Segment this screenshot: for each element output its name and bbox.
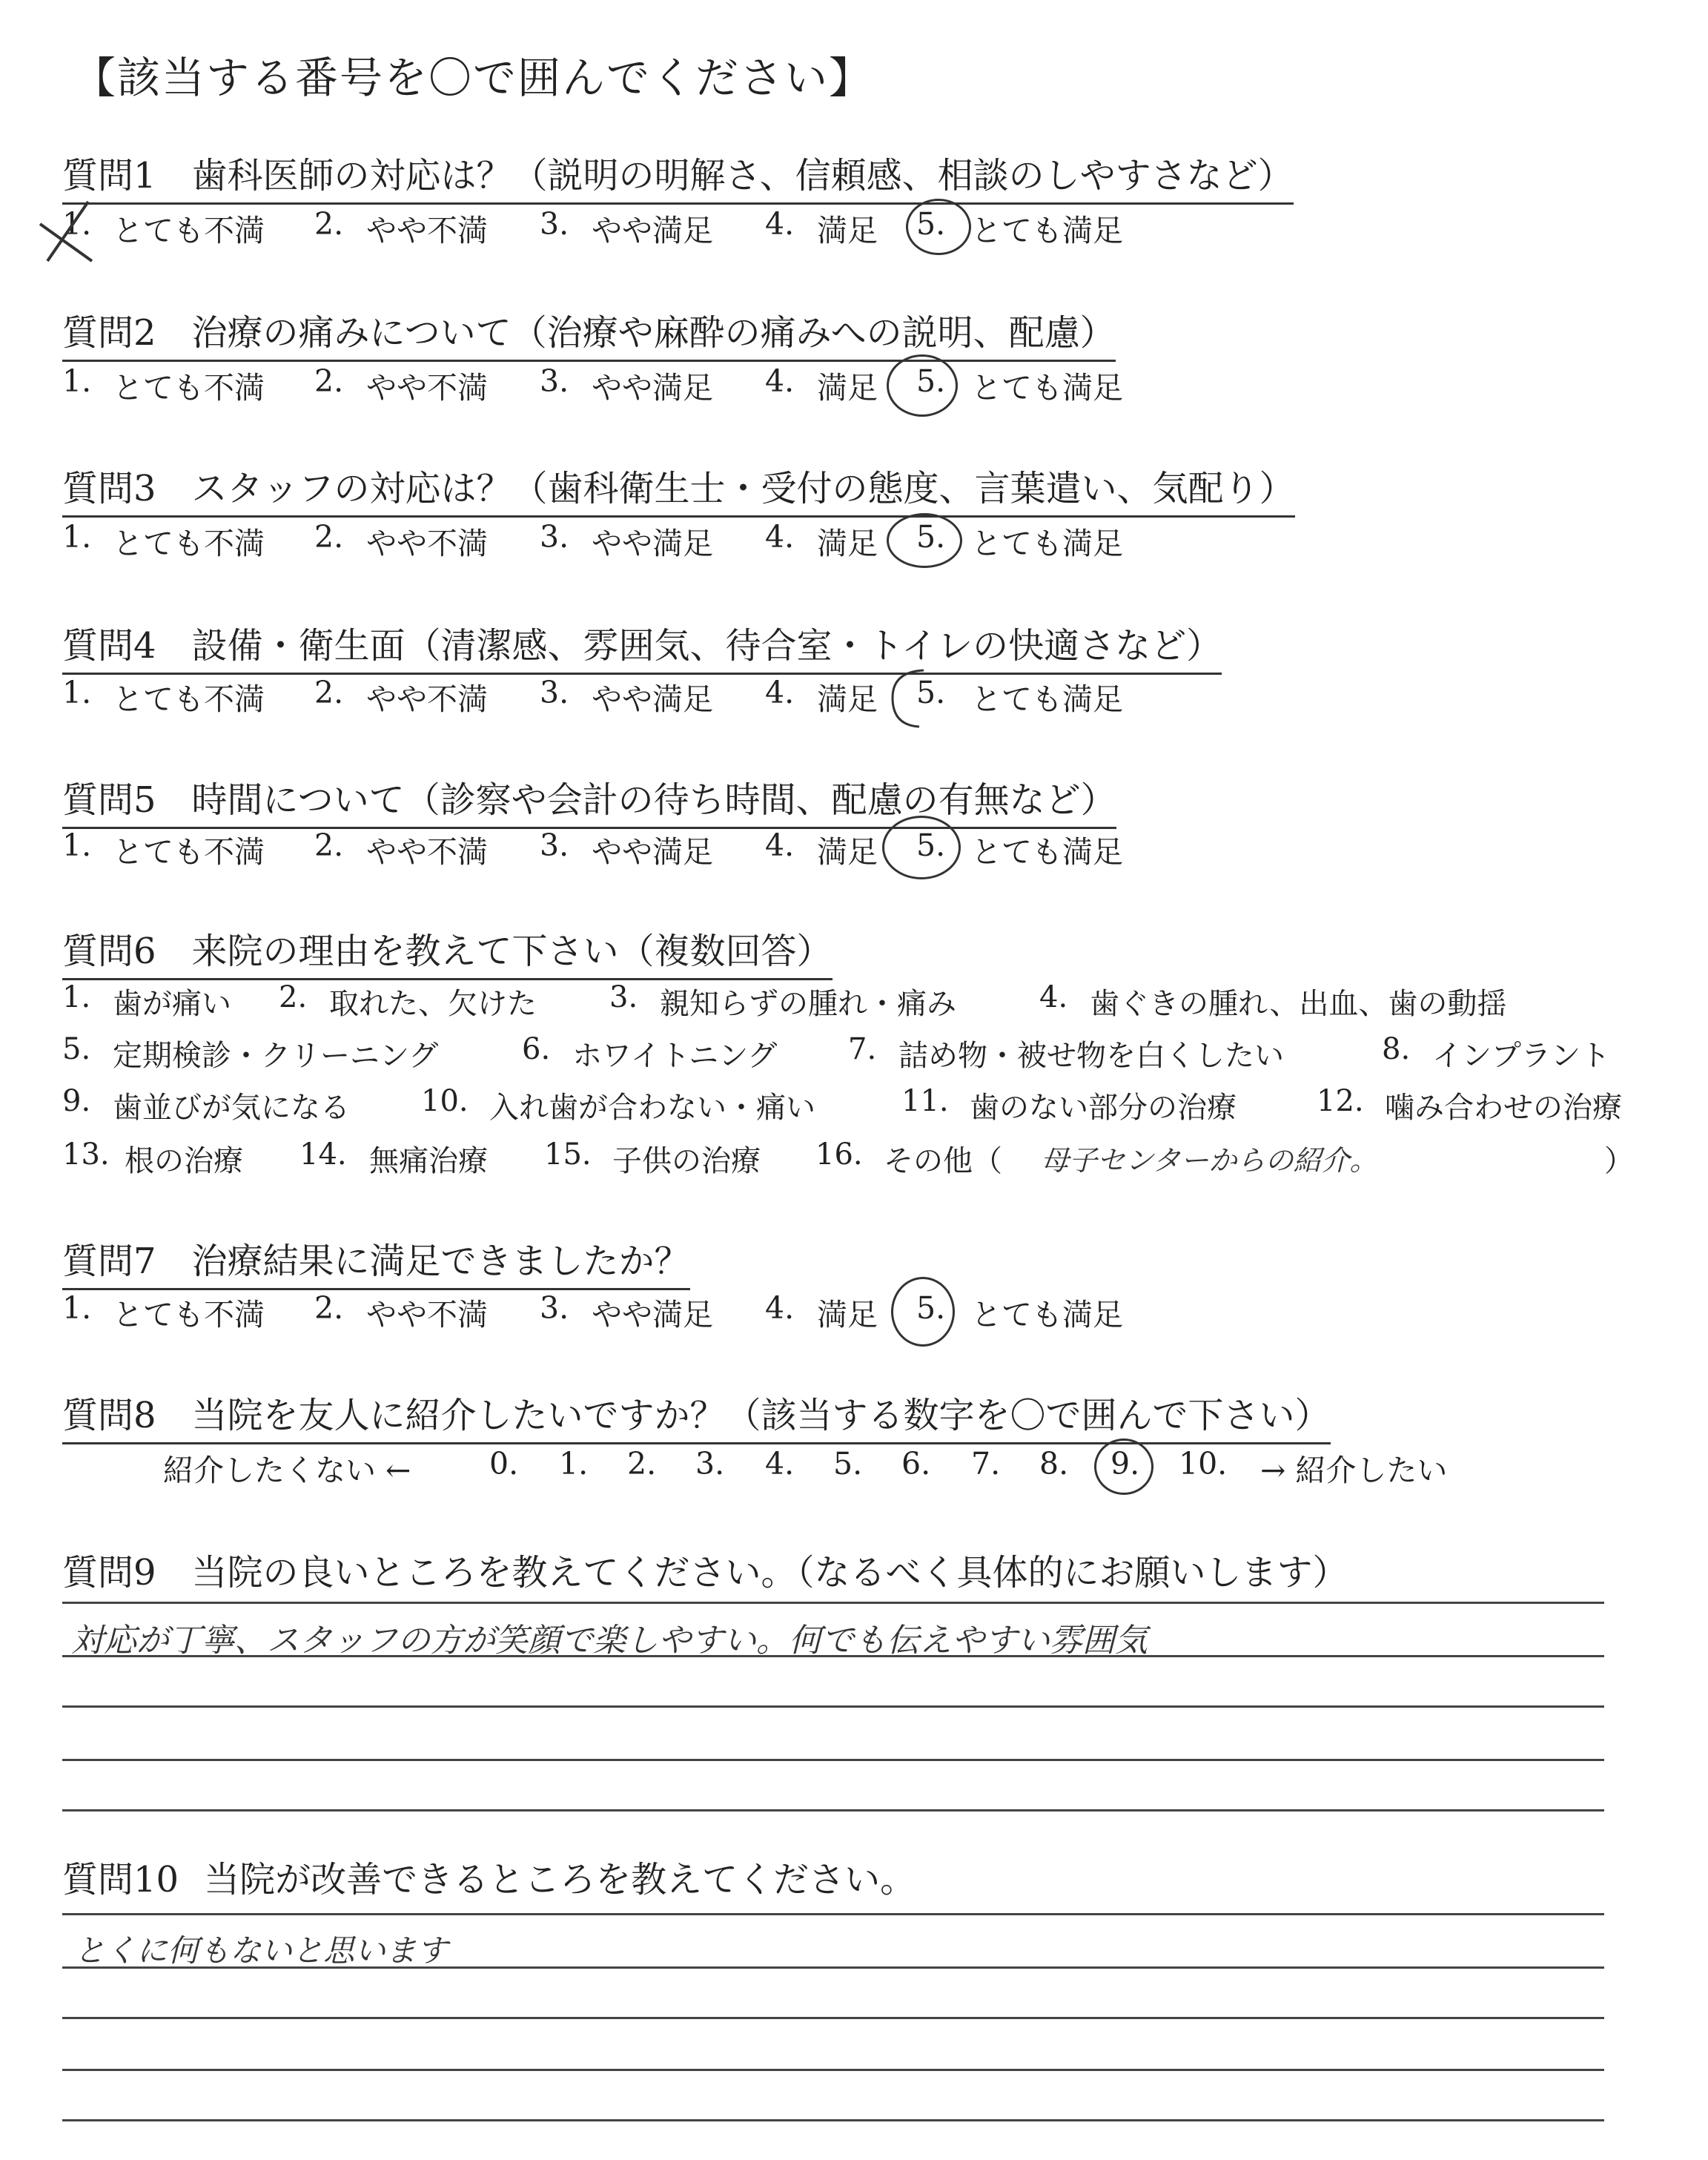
reason-number[interactable]: 3. [609,980,638,1014]
question-3-number: 質問3 [62,468,156,509]
option-3-number[interactable]: 3. [540,675,569,710]
selection-circle [906,199,971,255]
option-5-label: とても満足 [971,526,1123,561]
question-7-text: 治療結果に満足できましたか？ [191,1241,690,1282]
option-3-label: やや満足 [592,526,713,561]
reason-label: その他（ [884,1144,1002,1178]
option-5-number[interactable]: 5. [916,363,946,399]
option-5-number[interactable]: 5. [916,828,946,863]
selection-circle [1094,1439,1153,1495]
scale-number[interactable]: 8. [1039,1446,1069,1482]
reason-label: 無痛治療 [369,1144,488,1178]
reason-label: 親知らずの腫れ・痛み [660,987,956,1021]
option-3-number[interactable]: 3. [540,828,569,863]
reason-number[interactable]: 5. [62,1032,91,1066]
option-4-number[interactable]: 4. [765,675,795,710]
question-2-number: 質問2 [62,312,156,354]
option-3-label: やや満足 [592,681,713,717]
answer-line [62,1913,1604,1915]
option-4-label: 満足 [817,213,878,248]
scale-number[interactable]: 7. [971,1446,1001,1482]
answer-line [62,1602,1604,1604]
question-6-number: 質問6 [62,931,156,972]
reason-number[interactable]: 13. [62,1137,110,1172]
question-7-number: 質問7 [62,1241,156,1282]
scale-number[interactable]: 2. [627,1446,657,1482]
answer-line [62,2069,1604,2071]
recommend-right-label: → 紹介したい [1260,1453,1448,1488]
reason-number[interactable]: 14. [299,1137,347,1172]
option-5-label: とても満足 [971,681,1123,717]
reason-label: 子供の治療 [612,1144,761,1178]
question-2-title [62,304,1116,362]
answer-line [62,1655,1604,1657]
cross-out-mark [33,194,107,268]
question-9-text: 当院の良いところを教えてください。（なるべく具体的にお願いします） [191,1552,1348,1593]
reason-label: インプラント [1432,1039,1610,1073]
reason-number[interactable]: 8. [1382,1032,1411,1066]
question-2-text: 治療の痛みについて（治療や麻酔の痛みへの説明、配慮） [191,312,1116,354]
reason-label: 噛み合わせの治療 [1385,1091,1622,1125]
reason-number[interactable]: 11. [901,1084,949,1118]
option-2-label: やや不満 [366,681,488,717]
answer-line [62,2119,1604,2121]
option-2-number[interactable]: 2. [314,828,344,863]
option-3-label: やや満足 [592,370,713,406]
reason-number[interactable]: 1. [62,980,91,1014]
option-2-number[interactable]: 2. [314,519,344,555]
question-7-title [62,1232,690,1290]
question-1-text: 歯科医師の対応は？（説明の明解さ、信頼感、相談のしやすさなど） [191,155,1294,196]
option-4-label: 満足 [817,1297,878,1332]
question-3-title [62,460,1295,518]
question-5-title [62,771,1116,829]
reason-number[interactable]: 4. [1039,980,1068,1014]
option-5-label: とても満足 [971,370,1123,406]
option-1-number[interactable]: 1. [62,363,92,399]
reason-number[interactable]: 2. [279,980,308,1014]
answer-line [62,1705,1604,1708]
option-5-label: とても満足 [971,1297,1123,1332]
option-2-number[interactable]: 2. [314,363,344,399]
option-4-label: 満足 [817,681,878,717]
option-1-label: とても不満 [113,213,265,248]
option-3-label: やや満足 [592,834,713,870]
selection-circle [887,354,958,417]
selection-circle [891,1277,955,1347]
option-1-number[interactable]: 1. [62,828,92,863]
recommend-left-label: 紹介したくない ← [163,1453,411,1488]
question-8-text: 当院を友人に紹介したいですか？（該当する数字を〇で囲んで下さい） [191,1395,1331,1436]
reason-label: 歯ぐきの腫れ、出血、歯の動揺 [1090,987,1507,1021]
option-1-number[interactable]: 1. [62,206,92,242]
option-2-label: やや不満 [366,213,488,248]
answer-9-text[interactable]: 対応が丁寧、スタッフの方が笑顔で楽しやすい。何でも伝えやすい雰囲気 [71,1622,1148,1659]
question-8-number: 質問8 [62,1395,156,1436]
scale-number[interactable]: 6. [901,1446,931,1482]
answer-line [62,2017,1604,2019]
scale-number[interactable]: 0. [489,1446,519,1482]
scale-number[interactable]: 4. [765,1446,795,1482]
option-5-label: とても満足 [971,213,1123,248]
option-5-label: とても満足 [971,834,1123,870]
option-5-number[interactable]: 5. [916,519,946,555]
reason-number[interactable]: 10. [421,1084,469,1118]
option-4-number[interactable]: 4. [765,206,795,242]
reason-label: 歯が痛い [113,987,231,1021]
reason-label: 歯のない部分の治療 [970,1091,1237,1125]
option-5-number[interactable]: 5. [916,1290,946,1326]
scale-number[interactable]: 1. [559,1446,589,1482]
reason-label: 取れた、欠けた [329,987,537,1021]
question-4-title [62,617,1222,675]
form-header: 【該当する番号を〇で囲んでください】 [73,53,874,103]
question-1-title [62,147,1294,205]
reason-label: 詰め物・被せ物を白くしたい [898,1039,1284,1073]
option-2-label: やや不満 [366,526,488,561]
reason-label: ） [1604,1144,1634,1178]
reason-label: 定期検診・クリーニング [113,1039,439,1073]
selection-circle [882,816,961,879]
option-3-number[interactable]: 3. [540,363,569,399]
option-1-number[interactable]: 1. [62,519,92,555]
reason-label: 歯並びが気になる [113,1091,350,1125]
answer-line [62,1759,1604,1761]
reason-number[interactable]: 9. [62,1084,91,1118]
answer-line [62,1966,1604,1969]
question-9-title [62,1544,1348,1595]
option-2-number[interactable]: 2. [314,675,344,710]
reason-number[interactable]: 7. [848,1032,877,1066]
option-3-number[interactable]: 3. [540,206,569,242]
option-1-label: とても不満 [113,681,265,717]
option-3-number[interactable]: 3. [540,1290,569,1326]
option-1-label: とても不満 [113,834,265,870]
option-4-number[interactable]: 4. [765,363,795,399]
option-5-number[interactable]: 5. [916,675,946,710]
option-4-number[interactable]: 4. [765,1290,795,1326]
selection-circle [887,664,931,731]
scale-number[interactable]: 3. [695,1446,725,1482]
option-2-label: やや不満 [366,1297,488,1332]
question-10-text: 当院が改善できるところを教えてください。 [204,1859,916,1900]
option-1-label: とても不満 [113,370,265,406]
question-10-title [62,1851,916,1902]
option-4-label: 満足 [817,834,878,870]
reason-label: 入れ歯が合わない・痛い [489,1091,815,1125]
option-1-label: とても不満 [113,1297,265,1332]
option-1-label: とても不満 [113,526,265,561]
option-4-number[interactable]: 4. [765,519,795,555]
other-reason-answer[interactable]: 母子センターからの紹介。 [1041,1144,1378,1177]
question-6-title [62,922,833,980]
option-3-number[interactable]: 3. [540,519,569,555]
option-4-number[interactable]: 4. [765,828,795,863]
question-6-text: 来院の理由を教えて下さい（複数回答） [191,931,833,972]
reason-number[interactable]: 12. [1317,1084,1364,1118]
question-5-text: 時間について（診察や会計の待ち時間、配慮の有無など） [191,779,1116,821]
scale-number[interactable]: 9. [1110,1446,1140,1482]
question-8-title [62,1387,1331,1444]
option-2-label: やや不満 [366,834,488,870]
question-1-number: 質問1 [62,155,156,196]
question-3-text: スタッフの対応は？（歯科衛生士・受付の態度、言葉遣い、気配り） [191,468,1295,509]
answer-line [62,1809,1604,1811]
reason-number[interactable]: 6. [522,1032,551,1066]
option-4-label: 満足 [817,526,878,561]
option-2-number[interactable]: 2. [314,206,344,242]
option-4-label: 満足 [817,370,878,406]
answer-10-text[interactable]: とくに何もないと思います [74,1932,448,1969]
option-2-label: やや不満 [366,370,488,406]
option-3-label: やや満足 [592,213,713,248]
question-4-number: 質問4 [62,625,156,667]
option-1-number[interactable]: 1. [62,675,92,710]
question-9-number: 質問9 [62,1552,156,1593]
scale-number[interactable]: 10. [1179,1446,1228,1482]
question-5-number: 質問5 [62,779,156,821]
option-1-number[interactable]: 1. [62,1290,92,1326]
option-5-number[interactable]: 5. [916,206,946,242]
question-10-number: 質問10 [62,1859,179,1900]
option-2-number[interactable]: 2. [314,1290,344,1326]
reason-label: 根の治療 [125,1144,243,1178]
question-4-text: 設備・衛生面（清潔感、雰囲気、待合室・トイレの快適さなど） [191,625,1222,667]
reason-label: ホワイトニング [572,1039,778,1073]
selection-circle [887,513,962,568]
option-3-label: やや満足 [592,1297,713,1332]
scale-number[interactable]: 5. [833,1446,863,1482]
reason-number[interactable]: 15. [544,1137,592,1172]
reason-number[interactable]: 16. [815,1137,863,1172]
